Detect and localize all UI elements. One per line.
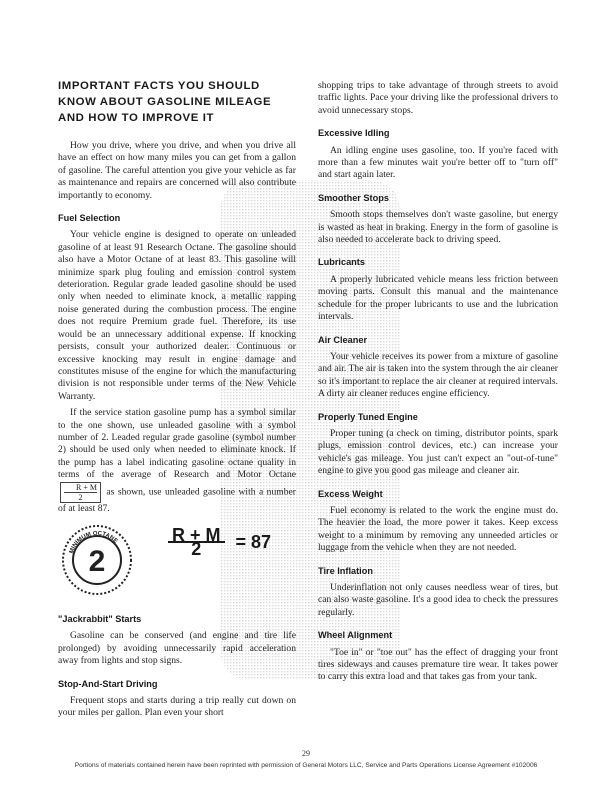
footer-notice: Portions of materials contained herein have been reprinted with permission of General Motors LLC, Service and Parts Operations License Agreement #102006 [74, 762, 538, 769]
fuel-selection-paragraph-1: Your vehicle engine is designed to operate on unleaded gasoline of at least 91 Research Octane. The gasoline should also have a Motor Octane of at least 83. This gasoline will minimize spark plug fouling and emission control system deterioration. Regular grade leaded gasoline should be used only when needed to eliminate knock, a metallic rapping noise generated during the combustion process. The engine does not require Premium grade fuel. Therefore, its use would be an unnecessary additional expense. If knocking persists, consult your authorized dealer. Continuous or excessive knocking may result in engine damage and constitutes misuse of the engine for which the manufacturing division is not responsible under terms of the New Vehicle Warranty. [58, 229, 296, 402]
tire-inflation-heading: Tire Inflation [318, 565, 373, 576]
lubricants-heading: Lubricants [318, 257, 365, 268]
jackrabbit-heading: "Jackrabbit" Starts [58, 613, 142, 624]
octane-formula-large [168, 524, 272, 560]
smoother-stops-paragraph: Smooth stops themselves don't waste gasoline, but energy is wasted as heat in braking. Energy in the form of gasoline is also needed to accelerate back to driving speed. [318, 209, 558, 246]
right-column [318, 80, 558, 688]
octane-seal-icon [60, 523, 134, 597]
smoother-stops-heading: Smoother Stops [318, 192, 389, 203]
excess-weight-heading: Excess Weight [318, 488, 383, 499]
stop-and-start-heading: Stop-And-Start Driving [58, 678, 158, 689]
excess-weight-paragraph: Fuel economy is related to the work the engine must do. The heavier the load, the more power it takes. Keep excess weight to a minimum by removing any unneeded articles or luggage from the vehicle when they are not needed. [318, 504, 558, 554]
octane-figure [58, 523, 296, 603]
intro-paragraph: How you drive, where you drive, and when you drive all have an effect on how many miles you can get from a gallon of gasoline. The careful attention you give your vehicle as far as maintenance and repairs are concerned will also contribute importantly to economy. [58, 140, 296, 201]
jackrabbit-paragraph: Gasoline can be conserved (and engine and tire life prolonged) by avoiding unnecessarily rapid acceleration away from lights and stop signs. [58, 630, 296, 667]
seal-text: MINIMUM OCTANE [68, 530, 119, 555]
large-formula-numerator: R + M [168, 529, 225, 543]
seal-number: 2 [88, 544, 106, 578]
tire-inflation-paragraph: Underinflation not only causes needless wear of tires, but can also waste gasoline. It's a good idea to check the pressures regularly. [318, 582, 558, 618]
large-formula-result: = 87 [235, 532, 272, 553]
stop-and-start-paragraph: Frequent stops and starts during a trip really cut down on your miles per gallon. Plan even your short [58, 695, 296, 719]
octane-formula-inline [60, 482, 101, 503]
excessive-idling-paragraph: An idling engine uses gasoline, too. If you're faced with more than a few minutes wait you're better off to "turn off" and start again later. [318, 144, 558, 181]
fuel-selection-text-b: as shown, use unleaded gasoline with a number of at least 87. [58, 486, 296, 514]
continuation-paragraph: shopping trips to take advantage of through streets to avoid traffic lights. Pace your driving like the professional drivers to avoid unnecessary stops. [318, 80, 558, 116]
page-title: IMPORTANT FACTS YOU SHOULD KNOW ABOUT GASOLINE MILEAGE AND HOW TO IMPROVE IT [58, 80, 272, 124]
air-cleaner-heading: Air Cleaner [318, 334, 368, 345]
formula-denominator: 2 [78, 492, 83, 502]
air-cleaner-paragraph: Your vehicle receives its power from a mixture of gasoline and air. The air is taken into the system through the air cleaner so it's important to replace the air cleaner at required intervals. A dirty air cleaner reduces engine efficiency. [318, 350, 558, 400]
fuel-selection-paragraph-2 [58, 407, 296, 515]
lubricants-paragraph: A properly lubricated vehicle means less friction between moving parts. Consult this manual and the maintenance schedule for the proper lubricants to use and the lubrication intervals. [318, 273, 558, 323]
wheel-alignment-heading: Wheel Alignment [318, 630, 393, 641]
wheel-alignment-paragraph: "Toe in" or "toe out" has the effect of dragging your front tires sideways and causes premature tire wear. It takes power to carry this extra load and that takes gas from your tank. [318, 646, 558, 683]
fuel-selection-text-a: If the service station gasoline pump has a symbol similar to the one shown, use unleaded gasoline with a symbol number of 2. Leaded regular grade gasoline (symbol number 2) should be used only when needed to eliminate knock. If the pump has a label indicating gasoline octane quality in terms of the average of Research and Motor Octane [58, 407, 296, 481]
large-formula-denominator: 2 [191, 539, 202, 560]
formula-numerator: R + M [64, 483, 97, 493]
left-column [58, 78, 296, 724]
excessive-idling-heading: Excessive Idling [318, 128, 390, 139]
large-formula-fraction [168, 524, 225, 560]
tuned-engine-heading: Properly Tuned Engine [318, 411, 418, 422]
fuel-selection-heading: Fuel Selection [58, 213, 121, 224]
page-number: 29 [302, 749, 310, 758]
tuned-engine-paragraph: Proper tuning (a check on timing, distributor points, spark plugs, emission control devices, etc.) can increase your vehicle's gas mileage. You just can't expect an "out-of-tune" engine to give you good gas mileage and cleaner air. [318, 427, 558, 477]
